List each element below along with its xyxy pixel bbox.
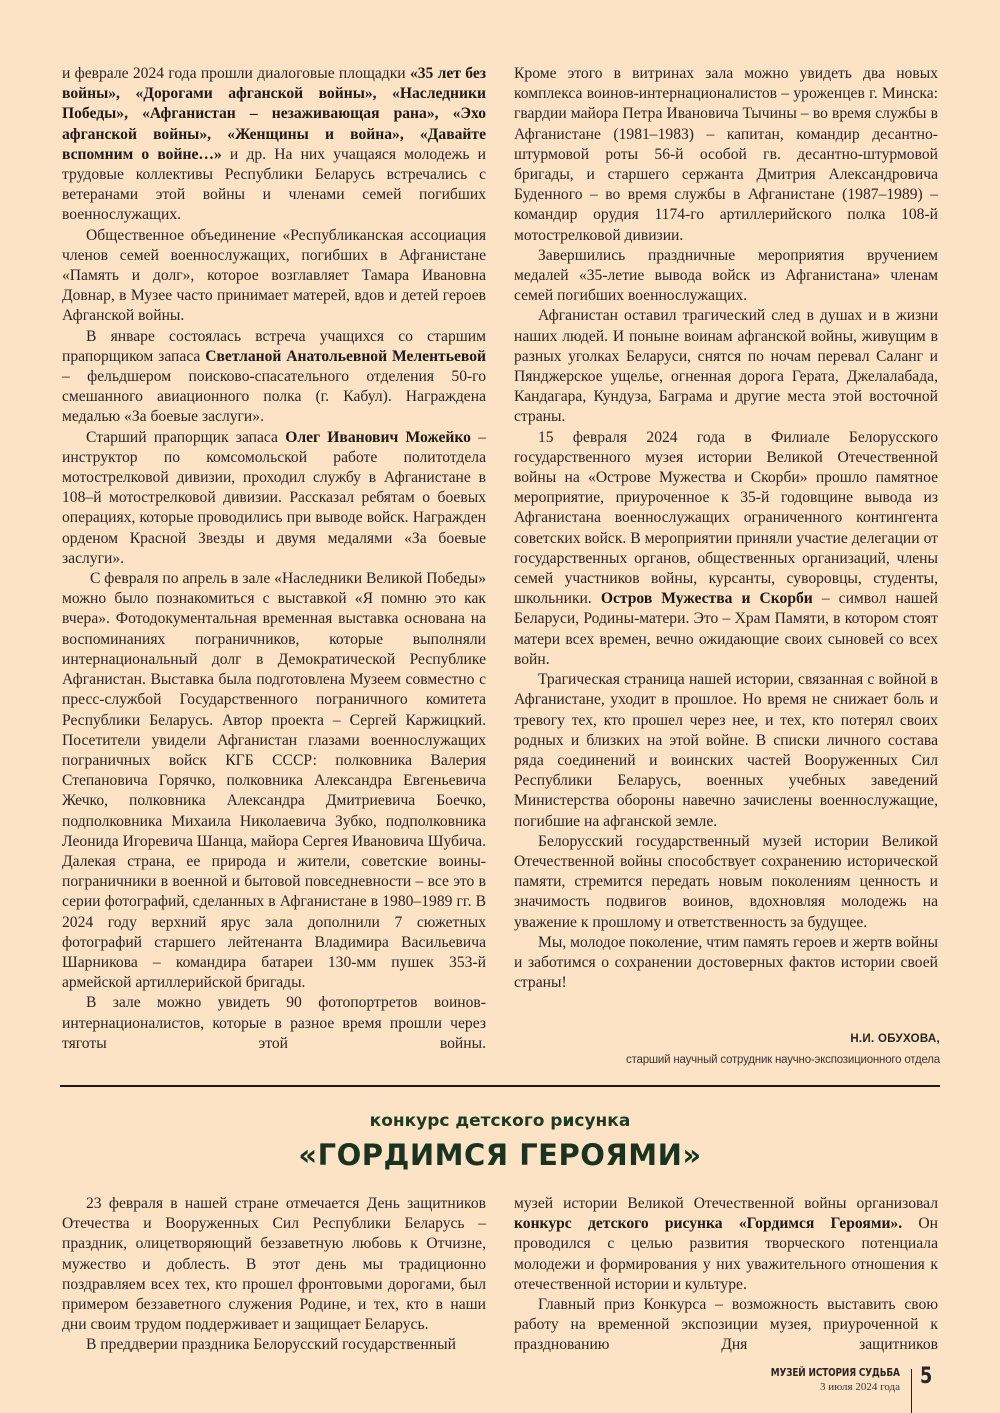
paragraph	[62, 64, 486, 226]
bold-text: «35 лет без войны», «Дорогами афганской войны», «Наследники Победы», «Афганистан – незаживающая рана», «Эхо афганской войны», «Женщины и война», «Давайте вспомним о войне…»	[62, 65, 487, 163]
paragraph	[62, 327, 486, 428]
text-run: – фельдшером поисково-спасательного отделения 50-го смешанного авиационного полка (г. Кабул). Награждена медалью «За боевые заслуги».	[62, 368, 486, 426]
text-run: Белорусский государственный музей истории Великой Отечественной войны способствует сохранению исторической памяти, стремится передать новым поколениям ценность и значимость подвигов воинов, вдохновляя молодежь на уважение к прошлому и ответственность за будущее.	[514, 832, 938, 931]
section-kicker: конкурс детского рисунка	[369, 1111, 631, 1131]
paragraph	[514, 933, 938, 994]
bold-text: Остров Мужества и Скорби	[600, 590, 813, 608]
paragraph	[514, 1194, 938, 1295]
text-run: музей истории Великой Отечественной войны организовал	[514, 1195, 938, 1212]
text-run: Кроме этого в витринах зала можно увидеть два новых комплекса воинов-интернационалистов – уроженцев г. Минска: гвардии майора Петра Ивановича Тычины – во время службы в Афганистане (1981–1983) – капитан, командир десантно-штурмовой роты 56-й особой гв. десантно-штурмовой бригады, и старшего сержанта Дмитрия Александровича Буденного – во время службы в Афганистане (1987–1989) – командир орудия 1174-го артиллерийского полка 108-й мотострелковой дивизии.	[514, 65, 938, 244]
paragraph	[514, 246, 938, 307]
text-run: С февраля по апрель в зале «Наследники Великой Победы» можно было познакомиться с выставкой «Я помню это как вчера». Фотодокументальная временная выставка основана на воспоминаниях пограничников, которые выполняли интернациональный долг в Демократической Республике Афганистан. Выставка была подготовлена Музеем совместно с пресс-службой Государственного пограничного комитета Республики Беларусь. Автор проекта – Сергей Каржицкий. Посетители увидели Афганистан глазами военнослужащих пограничных войск КГБ СССР: полковника Валерия Степановича Горячко, полковника Александра Евгеньевича Жечко, полковника Александра Дмитриевича Боечко, подполковника Михаила Николаевича Зубко, подполковника Леонида Игоревича Шанца, майора Сергея Ивановича Шубича. Далекая страна, ее природа и жители, советские воины-пограничники в военной и бытовой повседневности – все это в серии фотографий, сделанных в Афганистане в 1980–1989 гг. В 2024 году верхний ярус зала дополнили 7 сюжетных фотографий старшего лейтенанта Владимира Васильевича Шарникова – командира батареи 130-мм пушек 353-й армейской артиллерийской бригады.	[62, 570, 486, 992]
paragraph	[514, 670, 938, 832]
article-title: «ГОРДИМСЯ ГЕРОЯМИ»	[298, 1138, 702, 1172]
text-run: В январе состоялась встреча учащихся со старшим прапорщиком запаса	[62, 327, 486, 365]
bold-text: конкурс детского рисунка «Гордимся Героями».	[514, 1215, 903, 1233]
paragraph	[62, 1194, 486, 1335]
paragraph	[62, 993, 486, 1054]
article2-left-column	[62, 1194, 486, 1356]
footer-divider	[911, 1369, 912, 1413]
text-run: – символ нашей Беларуси, Родины-матери. Это – Храм Памяти, в котором стоят матери всех времен, вечно ожидающие своих сыновей со всех войн.	[514, 590, 939, 668]
paragraph	[514, 64, 938, 246]
publication-name: МУЗЕЙ ИСТОРИЯ СУДЬБА	[771, 1367, 900, 1379]
text-run: В преддверии праздника Белорусский государственный	[86, 1336, 456, 1354]
paragraph	[62, 569, 486, 993]
text-run: и др. На них учащаяся молодежь и трудовые коллективы Республики Беларусь встречались с ветеранами этой войны и членами семей погибших военнослужащих.	[62, 145, 486, 224]
text-run: Трагическая страница нашей истории, связанная с войной в Афганистане, уходит в прошлое. Но время не снижает боль и тревогу тех, кто прошел через нее, и тех, кто потерял своих родных и близких на этой войне. В списки личного состава ряда соединений и воинских частей Вооруженных Сил Республики Беларусь, военных учебных заведений Министерства обороны навечно зачислены военнослужащие, погибшие на афганской земле.	[514, 671, 938, 830]
text-run: Общественное объединение «Республиканская ассоциация членов семей военнослужащих, погибших в Афганистане «Память и долг», которое возглавляет Тамара Ивановна Довнар, в Музее часто принимает матерей, вдов и детей героев Афганской войны.	[62, 226, 486, 325]
bold-text: Светланой Анатольевной Мелентьевой	[205, 347, 486, 365]
bold-text: Олег Иванович Можейко	[285, 428, 471, 446]
text-run: Афганистан оставил трагический след в душах и в жизни наших людей. И поныне воинам афганской войны, живущим в разных уголках Беларуси, снятся по ночам перевал Саланг и Пянджерское ущелье, огненная дорога Герата, Джелалабада, Кандагара, Кундуза, Баграма и другие места этой восточной страны.	[514, 307, 938, 426]
text-run: Главный приз Конкурса – возможность выставить свою работу на временной экспозиции музея, приуроченной к празднованию Дня защитников	[514, 1296, 938, 1354]
article-right-column	[514, 64, 938, 993]
article2-right-column	[514, 1194, 938, 1356]
page-number: 5	[920, 1364, 933, 1389]
author-name: Н.И. ОБУХОВА,	[850, 1033, 940, 1045]
paragraph	[62, 1335, 486, 1355]
paragraph	[62, 428, 486, 569]
text-run: В зале можно увидеть 90 фотопортретов воинов-интернационалистов, которые в разное время прошли через тяготы этой войны.	[62, 994, 486, 1052]
text-run: Завершились праздничные мероприятия вручением медалей «35-летие вывода войск из Афганистана» членам семей погибших военнослужащих.	[514, 246, 938, 305]
paragraph	[514, 1295, 938, 1356]
text-run: Старший прапорщик запаса	[86, 428, 286, 446]
text-run: 23 февраля в нашей стране отмечается День защитников Отечества и Вооруженных Сил Республики Беларусь – праздник, олицетворяющий беззаветную любовь к Отчизне, мужество и доблесть. В этот день мы традиционно поздравляем всех тех, кто прошел фронтовыми дорогами, был примером беззаветного служения Родине, и тех, кто в наши дни своим трудом поддерживает и защищает Беларусь.	[62, 1195, 486, 1334]
paragraph	[514, 832, 938, 933]
text-run: Он проводился с целью развития творческого потенциала молодежи и формирования у них уважительного отношения к отечественной истории и культуре.	[514, 1215, 938, 1293]
paragraph	[514, 306, 938, 427]
article-left-column	[62, 64, 486, 1054]
text-run: и феврале 2024 года прошли диалоговые площадки	[62, 65, 410, 82]
text-run: Мы, молодое поколение, чтим память героев и жертв войны и заботимся о сохранении достоверных фактов истории своей страны!	[514, 933, 938, 992]
paragraph	[62, 226, 486, 327]
paragraph	[514, 428, 938, 670]
issue-date: 3 июля 2024 года	[819, 1381, 900, 1393]
section-divider	[60, 1085, 940, 1087]
text-run: – инструктор по комсомольской работе политотдела мотострелковой дивизии, проходил службу в Афганистане в 108–й мотострелковой дивизии. Рассказал ребятам о боевых операциях, которые проводились при выводе войск. Награжден орденом Красной Звезды и двумя медалями «За боевые заслуги».	[62, 428, 487, 567]
text-run: 15 февраля 2024 года в Филиале Белорусского государственного музея истории Великой Отечественной войны на «Острове Мужества и Скорби» прошло памятное мероприятие, приуроченное к 35-й годовщине вывода из Афганистана военнослужащих ограниченного контингента советских войск. В мероприятии приняли участие делегации от государственных органов, общественных организаций, члены семей участников войны, курсанты, суворовцы, студенты, школьники.	[514, 428, 938, 608]
author-role: старший научный сотрудник научно-экспозиционного отдела	[626, 1054, 940, 1066]
